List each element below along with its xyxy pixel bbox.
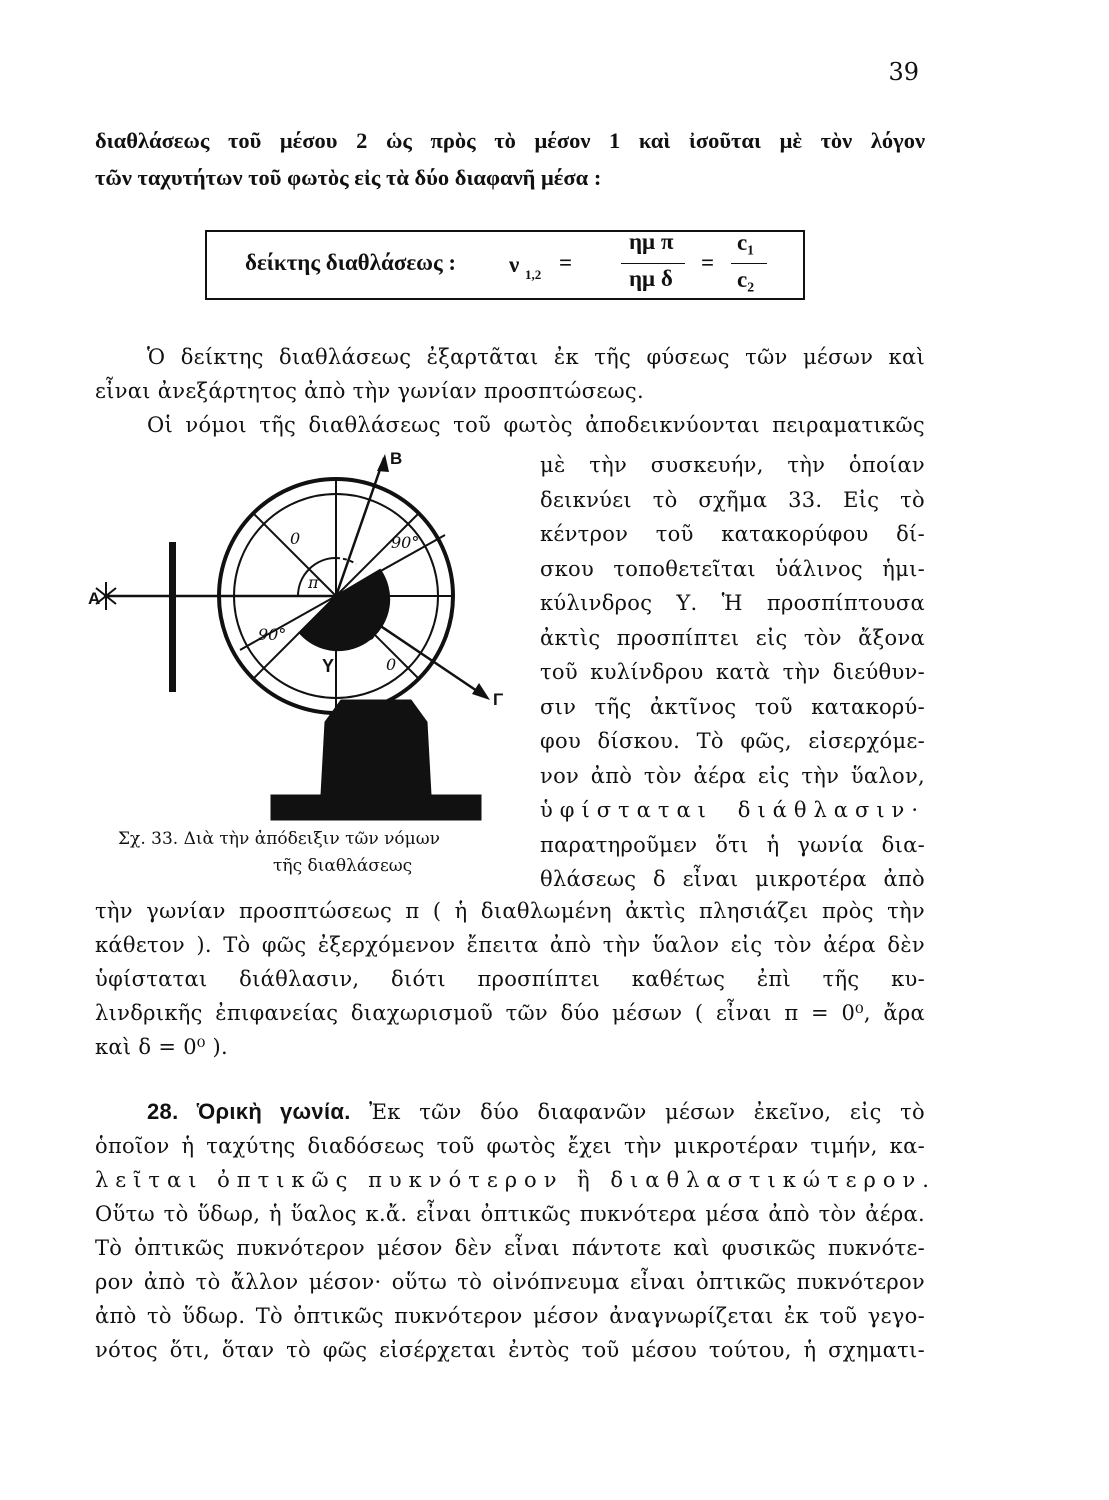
text-line: ἀπὸ τὸ ὕδωρ. Τὸ ὀπτικῶς πυκνότερον μέσον ἀναγνωρίζεται ἐκ τοῦ γεγο-: [95, 1304, 925, 1328]
formula-numerator: ημ π: [629, 229, 674, 254]
text-line: ὑφίσταται διάθλασιν, διότι προσπίπτει καθέτως ἐπὶ τῆς κυ-: [95, 967, 925, 991]
text-line: τοῦ κυλίνδρου κατὰ τὴν διεύθυν-: [540, 660, 925, 684]
text-line: κέντρον τοῦ κατακορύφου δί-: [540, 522, 925, 546]
text-line: Οὕτω τὸ ὕδωρ, ἡ ὕαλος κ.ἄ. εἶναι ὀπτικῶς πυκνότερα μέσα ἀπὸ τὸν ἀέρα.: [95, 1202, 925, 1226]
section-first-line: [95, 1095, 925, 1129]
text-line-spaced: ὑφίσταται διάθλασιν·: [540, 798, 925, 822]
paragraph-1: [95, 340, 925, 442]
text-line: Ὁ δείκτης διαθλάσεως ἐξαρτᾶται ἐκ τῆς φύσεως τῶν μέσων καὶ: [147, 345, 925, 369]
fraction-bar: [621, 263, 685, 264]
formula-equals: =: [559, 250, 573, 275]
caption-line: Σχ. 33. Διὰ τὴν ἀπόδειξιν τῶν νόμων: [118, 829, 440, 849]
page-number: 39: [888, 58, 919, 86]
text-line: λινδρικῆς ἐπιφανείας διαχωρισμοῦ τῶν δύο μέσων ( εἶναι π = 0⁰, ἄρα: [95, 1001, 925, 1025]
fraction-bar-2: [731, 263, 767, 264]
caption-line: τῆς διαθλάσεως: [273, 856, 413, 876]
label-pi: π: [308, 573, 319, 592]
section-title: Ὁρικὴ γωνία.: [196, 1099, 351, 1124]
text-line: σκου τοποθετεῖται ὑάλινος ἡμι-: [540, 556, 925, 581]
text-line: ὁποῖον ἡ ταχύτης διαδόσεως τοῦ φωτὸς ἔχει τὴν μικροτέραν τιμήν, κα-: [95, 1134, 925, 1158]
formula-denominator: ημ δ: [629, 266, 673, 291]
arrow-head: [472, 683, 490, 700]
text-line-spaced: λεῖται ὀπτικῶς πυκνότερον ἢ διαθλαστικώτερον.: [95, 1168, 936, 1192]
text-line: διαθλάσεως τοῦ μέσου 2 ὡς πρὸς τὸ μέσον 1 καὶ ἰσοῦται μὲ τὸν λόγον: [95, 128, 925, 153]
formula-equals-2: =: [701, 250, 715, 275]
slit-screen: [169, 542, 176, 692]
text-line: ἀκτὶς προσπίπτει εἰς τὸν ἄξονα: [540, 625, 925, 650]
label-g: Γ: [493, 690, 504, 709]
text-line: νότος ὅτι, ὅταν τὸ φῶς εἰσέρχεται ἐντὸς τοῦ μέσου τούτου, ἡ σχηματι-: [95, 1338, 925, 1362]
reference-arc: [336, 558, 356, 564]
text-line: φου δίσκου. Τὸ φῶς, εἰσερχόμε-: [540, 729, 925, 753]
formula-ratio-denominator: c₂: [737, 267, 755, 292]
label-0-bottom: 0: [386, 655, 397, 674]
scale-line: [253, 513, 336, 596]
label-delta: δ: [366, 625, 376, 644]
text-line: Οἱ νόμοι τῆς διαθλάσεως τοῦ φωτὸς ἀποδεικνύονται πειραματικῶς: [147, 413, 925, 437]
section-first-text: Ἐκ τῶν δύο διαφανῶν μέσων ἐκεῖνο, εἰς τὸ: [369, 1100, 925, 1124]
formula-ratio-numerator: c₁: [737, 230, 755, 255]
section-28: [95, 1095, 936, 1367]
text-line: παρατηροῦμεν ὅτι ἡ γωνία δια-: [540, 832, 925, 857]
refraction-apparatus-figure: [88, 450, 528, 825]
section-number: 28.: [147, 1099, 179, 1124]
text-line: δεικνύει τὸ σχῆμα 33. Εἰς τὸ: [540, 487, 925, 512]
refraction-index-formula-box: [205, 230, 805, 300]
paragraph-2-continuation: [95, 894, 925, 1064]
stand-base: [271, 795, 481, 820]
text-line: θλάσεως δ εἶναι μικροτέρα ἀπὸ: [540, 867, 925, 891]
intro-text: [95, 122, 925, 196]
text-line: νον ἀπὸ τὸν ἀέρα εἰς τὴν ὕαλον,: [540, 763, 925, 788]
text-line: τῶν ταχυτήτων τοῦ φωτὸς εἰς τὰ δύο διαφανῆ μέσα :: [95, 165, 602, 190]
text-line: Τὸ ὀπτικῶς πυκνότερον μέσον δὲν εἶναι πάντοτε καὶ φυσικῶς πυκνότε-: [95, 1236, 925, 1260]
arrow-head: [377, 454, 389, 472]
figure-caption: [118, 826, 528, 880]
text-line: ρον ἀπὸ τὸ ἄλλον μέσον· οὕτω τὸ οἰνόπνευμα εἶναι ὀπτικῶς πυκνότερον: [95, 1270, 925, 1294]
label-0-top: 0: [290, 529, 301, 548]
text-line: μὲ τὴν συσκευήν, τὴν ὁποίαν: [540, 453, 925, 477]
formula-symbol: ν: [509, 252, 520, 277]
text-line: κάθετον ). Τὸ φῶς ἐξερχόμενον ἔπειτα ἀπὸ τὴν ὕαλον εἰς τὸν ἀέρα δὲν: [95, 933, 925, 957]
label-90-left: 90°: [258, 625, 287, 644]
text-line: σιν τῆς ἀκτῖνος τοῦ κατακορύ-: [540, 694, 925, 719]
label-b: Β: [390, 450, 403, 468]
formula-subscript: 1,2: [525, 267, 542, 282]
label-y: Υ: [322, 656, 335, 676]
formula-label: δείκτης διαθλάσεως :: [245, 250, 457, 275]
text-line: εἶναι ἀνεξάρτητος ἀπὸ τὴν γωνίαν προσπτώσεως.: [95, 379, 644, 403]
text-line: καὶ δ = 0⁰ ).: [95, 1035, 229, 1059]
text-line: τὴν γωνίαν προσπτώσεως π ( ἡ διαθλωμένη ἀκτὶς πλησιάζει πρὸς τὴν: [95, 899, 925, 923]
label-a: Α: [88, 589, 101, 608]
text-line: κύλινδρος Υ. Ἡ προσπίπτουσα: [540, 591, 925, 615]
figure-side-text: [540, 448, 925, 897]
label-90-top: 90°: [391, 533, 420, 552]
